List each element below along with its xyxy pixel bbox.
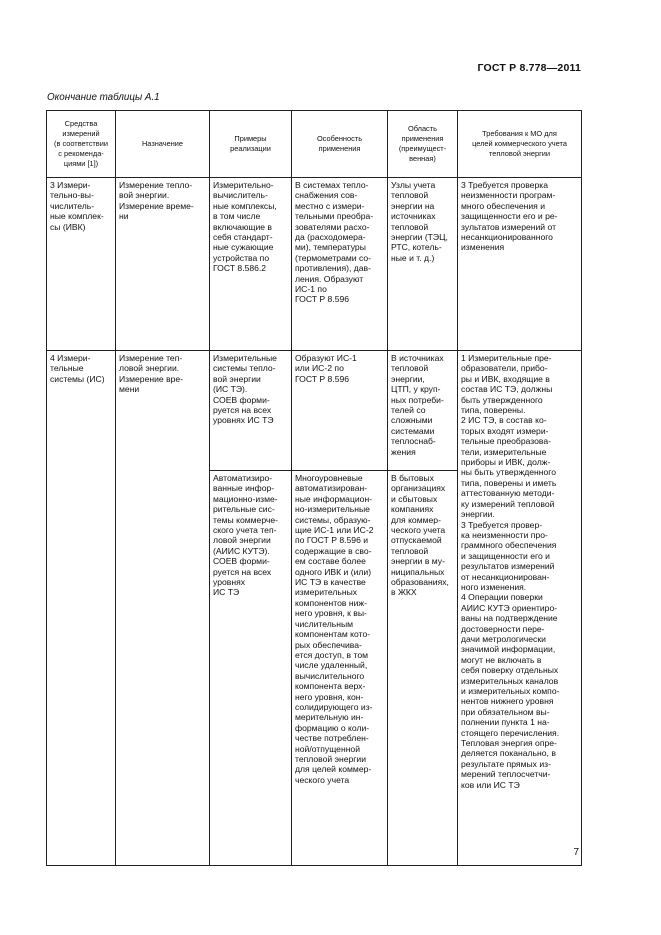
header-software-requirements: Требования к МО для целей коммерческого учета тепловой энергии: [458, 111, 582, 178]
header-examples: Примеры реализации: [210, 111, 292, 178]
cell-requirements: 3 Требуется проверка неизменности програм- много обеспечения и защищенности его и ре- зультатов измерений от несанкционированного изменения: [458, 178, 582, 351]
cell-instrument: 4 Измери- тельные системы (ИС): [47, 351, 116, 866]
cell-features: В системах тепло- снабжения сов- местно с измери- тельными преобра- зователями расхо- да (расходомера- ми), температуры (термометрами со- противления), дав- ления. Образуют ИС-1 по ГОСТ Р 8.596: [292, 178, 388, 351]
header-measuring-instruments: Средства измерений (в соответствии с рекоменда- циями [1]): [47, 111, 116, 178]
table-row: [47, 178, 582, 351]
header-purpose: Назначение: [116, 111, 210, 178]
cell-requirements: 1 Измерительные пре- образователи, прибо- ры и ИВК, входящие в состав ИС ТЭ, должны быть утвержденного типа, поверены. 2 ИС ТЭ, в состав ко- торых входят измери- тельные преобразова- тели, измерительные приборы и ИВК, долж- ны быть утвержденного типа, поверены и иметь аттестованную методи- ку измерений тепловой энергии. 3 Требуется провер- ка неизменности про- граммного обеспечения и защищенности его и результатов измерений от несанкционирован- ного изменения. 4 Операции поверки АИИС КУТЭ ориентиро- ваны на подтверждение достоверности пере- дачи метрологически значимой информации, могут не включать в себя поверку отдельных измерительных каналов и измерительных компо- нентов нижнего уровня при обязательном вы- полнении пункта 1 на- стоящего перечисления. Тепловая энергия опре- деляется поканально, в результате прямых из- мерений теплосчетчи- ков или ИС ТЭ: [458, 351, 582, 866]
cell-area: В бытовых организациях и сбытовых компаниях для коммер- ческого учета отпускаемой тепловой энергии в му- ниципальных образованиях, в ЖКХ: [388, 471, 458, 866]
cell-purpose: Измерение теп- ловой энергии. Измерение вре- мени: [116, 351, 210, 866]
cell-examples: Автоматизиро- ванные инфор- мационно-изме- рительные сис- темы коммерче- ского учета теп- ловой энергии (АИИС КУТЭ). СОЕВ форми- руется на всех уровнях ИС ТЭ: [210, 471, 292, 866]
table-header-row: [47, 111, 582, 178]
header-application-features: Особенность применения: [292, 111, 388, 178]
cell-purpose: Измерение тепло- вой энергии. Измерение време- ни: [116, 178, 210, 351]
cell-examples: Измерительные системы тепло- вой энергии (ИС ТЭ). СОЕВ форми- руется на всех уровнях ИС ТЭ: [210, 351, 292, 471]
standard-header: ГОСТ Р 8.778—2011: [477, 62, 581, 74]
cell-area: В источниках тепловой энергии, ЦТП, у круп- ных потреби- телей со сложными системами теплоснаб- жения: [388, 351, 458, 471]
cell-area: Узлы учета тепловой энергии на источниках тепловой энергии (ТЭЦ, РТС, котель- ные и т. д.): [388, 178, 458, 351]
table-subtitle: Окончание таблицы А.1: [47, 92, 160, 103]
page-number: 7: [573, 847, 579, 858]
cell-examples: Измерительно- вычислитель- ные комплексы, в том числе включающие в себя стандарт- ные сужающие устройства по ГОСТ 8.586.2: [210, 178, 292, 351]
header-application-area: Область применения (преимущест- венная): [388, 111, 458, 178]
cell-features: Многоуровневые автоматизирован- ные информацион- но-измерительные системы, образую- щие ИС-1 или ИС-2 по ГОСТ Р 8.596 и содержащие в сво- ем составе более одного ИВК и (или) ИС ТЭ в качестве измерительных компонентов ниж- него уровня, к вы- числительным компонентам кото- рых обеспечива- ется доступ, в том числе удаленный, вычислительного компонента верх- него уровня, кон- солидирующего из- мерительную ин- формацию о коли- честве потреблен- ной/отпущенной тепловой энергии для целей коммер- ческого учета: [292, 471, 388, 866]
table-row: [47, 351, 582, 471]
requirements-table: [46, 110, 582, 866]
cell-instrument: 3 Измери- тельно-вы- числитель- ные комплек- сы (ИВК): [47, 178, 116, 351]
cell-features: Образуют ИС-1 или ИС-2 по ГОСТ Р 8.596: [292, 351, 388, 471]
